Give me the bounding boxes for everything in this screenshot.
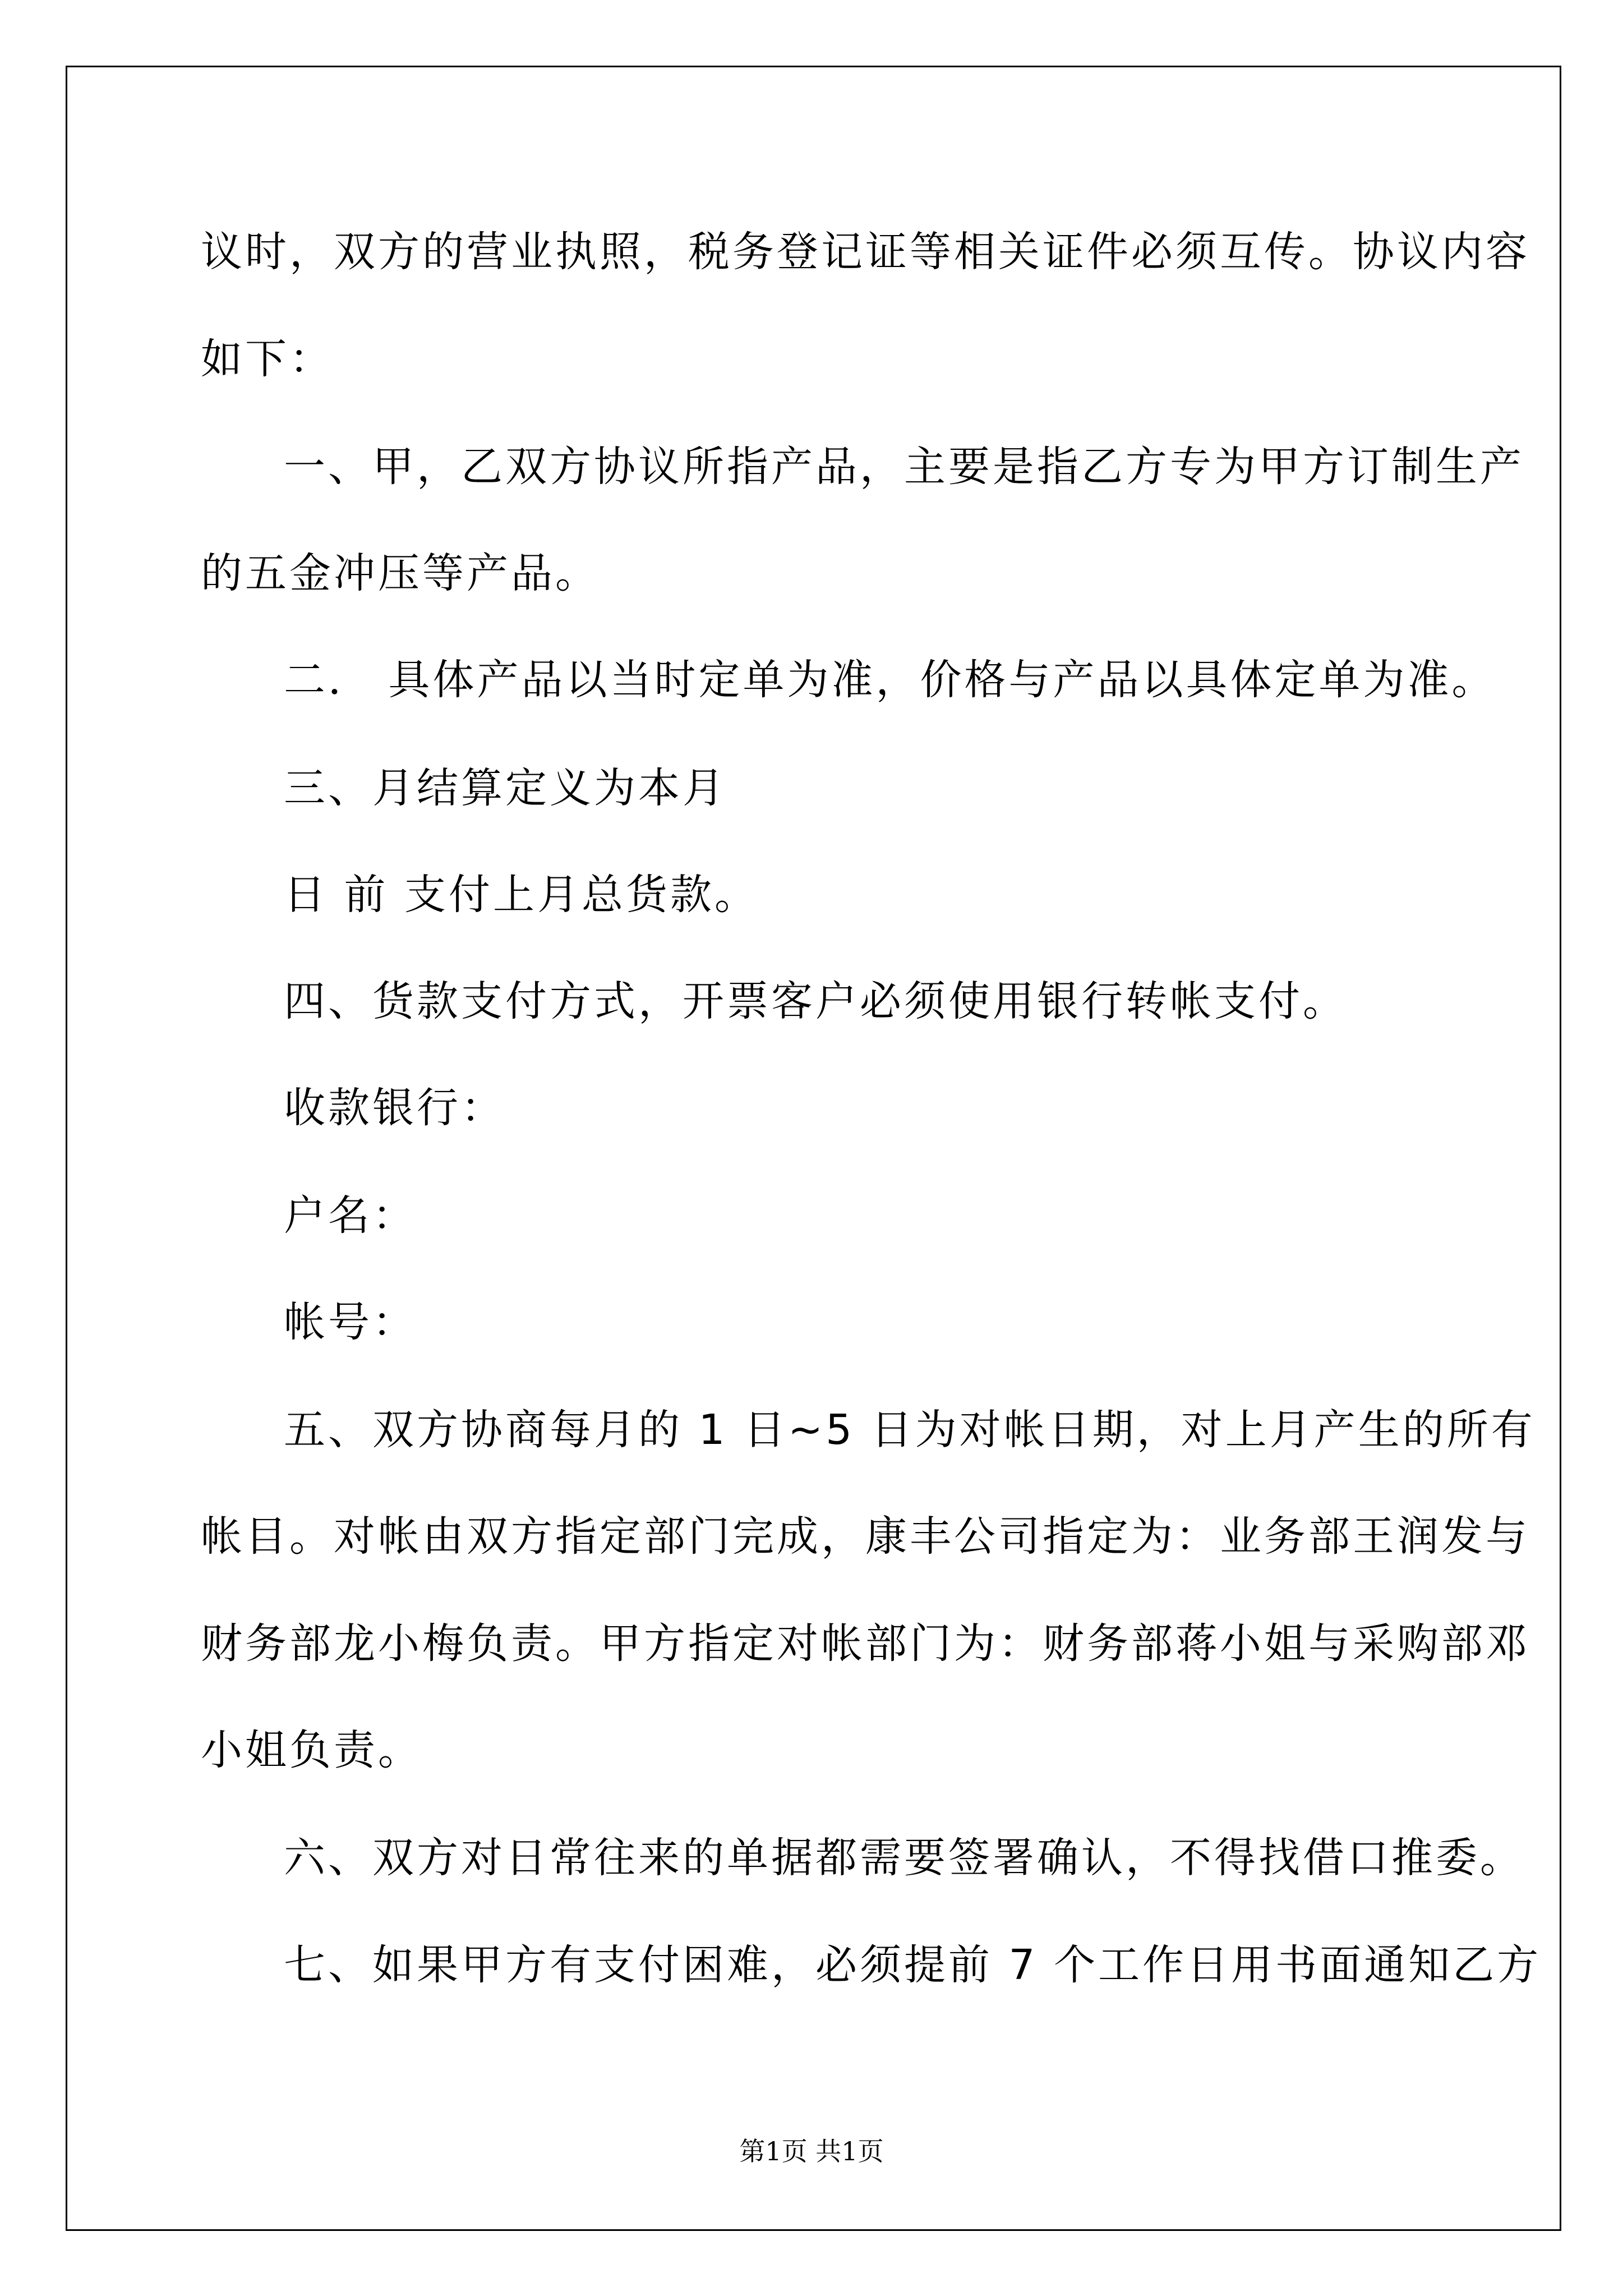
paragraph-line: 收款银行： — [284, 1084, 505, 1132]
paragraph-line: 小姐负责。 — [201, 1726, 422, 1774]
paragraph-line: 五、双方协商每月的 1 日~5 日为对帐日期，对上月产生的所有 — [284, 1406, 1536, 1454]
paragraph-line: 如下： — [201, 335, 334, 383]
paragraph-line: 议时，双方的营业执照，税务登记证等相关证件必须互传。协议内容 — [201, 228, 1530, 276]
paragraph-line: 的五金冲压等产品。 — [201, 549, 600, 597]
paragraph-line: 财务部龙小梅负责。甲方指定对帐部门为：财务部蒋小姐与采购部邓 — [201, 1619, 1530, 1668]
paragraph-line: 四、货款支付方式，开票客户必须使用银行转帐支付。 — [284, 977, 1347, 1025]
paragraph-line: 日 前 支付上月总货款。 — [284, 871, 759, 919]
paragraph-line: 二． 具体产品以当时定单为准，价格与产品以具体定单为准。 — [284, 656, 1496, 704]
page-border — [66, 66, 1561, 2231]
paragraph-line: 七、如果甲方有支付困难，必须提前 7 个工作日用书面通知乙方 — [284, 1941, 1542, 1989]
paragraph-line: 户名： — [284, 1191, 417, 1240]
paragraph-line: 帐目。对帐由双方指定部门完成，康丰公司指定为：业务部王润发与 — [201, 1512, 1530, 1561]
paragraph-line: 三、月结算定义为本月 — [284, 764, 727, 812]
paragraph-line: 六、双方对日常往来的单据都需要签署确认，不得找借口推委。 — [284, 1834, 1524, 1882]
page-number-footer: 第1页 共1页 — [739, 2136, 884, 2166]
paragraph-line: 一、甲，乙双方协议所指产品，主要是指乙方专为甲方订制生产 — [284, 443, 1524, 491]
paragraph-line: 帐号： — [284, 1298, 417, 1346]
